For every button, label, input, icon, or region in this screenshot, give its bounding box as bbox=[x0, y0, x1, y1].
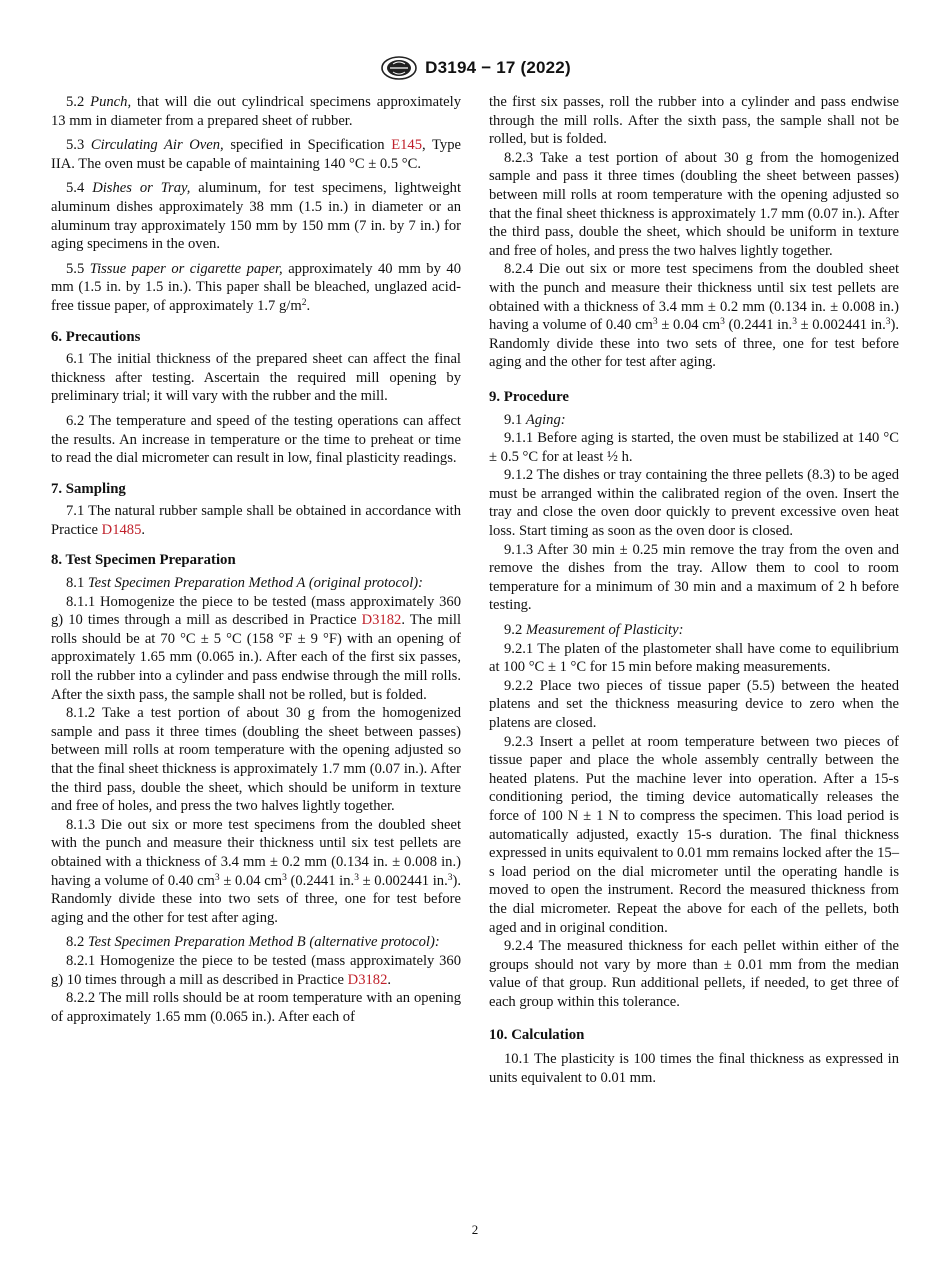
section-9-1-2: 9.1.2 The dishes or tray containing the three pellets (8.3) to be aged must be arranged within the calibrated region of the oven. Insert the tray and close the oven door quickly to prevent excessive oven heat loss. Start timing as soon as the oven door is closed. bbox=[489, 467, 899, 540]
section-8-2-4: 8.2.4 Die out six or more test specimens from the doubled sheet with the punch and measure their thickness until six test pellets are obtained with a thickness of 3.4 mm ± 0.2 mm (0.134 in. ± 0.008 in.) having a volume of 0.40 $cm^3 \pm 0.04$ $cm^3$ (0.2441 in.$^3$ ± 0.002441 in.$^3$). Randomly divide these into two sets of three, one for test before aging and the other for test after aging. bbox=[489, 261, 899, 371]
ref-d3182-link[interactable]: D3182 bbox=[361, 612, 402, 629]
section-9-2-4: 9.2.4 The measured thickness for each pellet within either of the groups should not vary by more than ± 0.01 mm from the median value of that group. Run additional pellets, if needed, to get three of each group within this tolerance. bbox=[489, 938, 899, 1010]
ref-d1485-link[interactable]: D1485 bbox=[101, 521, 142, 538]
section-8-1-1: 8.1.1 Homogenize the piece to be tested (mass approximately 360 g) 10 times through a mill as described in Practice D3182. The mill rolls should be at 70 °C ± 5 °C (158 °F ± 9 °F) with an opening of approximately 1.65 mm (0.065 in.). After each of the first six passes, roll the rubber into a cylinder and pass endwise through the mill rolls. After the sixth pass, the sample shall not be rolled, but is folded. bbox=[51, 593, 461, 703]
section-8-1-2: 8.1.2 Take a test portion of about 30 g from the homogenized sample and pass it three times (doubling the sheet between passes) between mill rolls at room temperature with the opening adjusted so that the final sheet thickness is approximately 1.7 mm (0.07 in.). After the third pass, double the sheet, which should be uniform in texture and free of holes, and press the two halves lightly together. bbox=[51, 705, 461, 815]
ref-d3182-link-2[interactable]: D3182 bbox=[347, 971, 388, 988]
section-8-2-3: 8.2.3 Take a test portion of about 30 g from the homogenized sample and pass it three times (doubling the sheet between passes) between mill rolls at room temperature with the opening adjusted so that the final sheet thickness is approximately 1.7 mm (0.07 in.). After the third pass, double the sheet, which should be uniform in texture and free of holes, and press the two halves lightly together. bbox=[489, 149, 899, 259]
section-9-2: 9.2 Measurement of Plasticity: bbox=[504, 622, 684, 639]
document-id: D3194 − 17 (2022) bbox=[425, 58, 571, 77]
section-8-2: 8.2 Test Specimen Preparation Method B (alternative protocol): bbox=[66, 934, 440, 951]
section-9-1-3: 9.1.3 After 30 min ± 0.25 min remove the tray from the oven and remove the dishes from the tray. Allow them to cool to room temperature for a minimum of 30 min and a maximum of 2 h before testing. bbox=[489, 541, 899, 614]
section-10-1: 10.1 The plasticity is 100 times the final thickness as expressed in units equivalent to 0.01 mm. bbox=[489, 1051, 899, 1086]
section-5-2: 5.2 Punch, that will die out cylindrical specimens approximately 13 mm in diameter from a prepared sheet of rubber. bbox=[51, 94, 461, 129]
section-5-5: 5.5 Tissue paper or cigarette paper, approximately 40 mm by 40 mm (1.5 in. by 1.5 in.). This paper shall be bleached, unglazed acid-free tissue paper, of approximately 1.7 $g/m^2$. bbox=[51, 260, 461, 314]
heading-sampling: 7. Sampling bbox=[51, 480, 126, 497]
section-9-2-3: 9.2.3 Insert a pellet at room temperature between two pieces of tissue paper and place the whole assembly centrally between the heated platens. Put the machine lever into operation. After a 15-s conditioning period, the timing device automatically releases the force of 100 N ± 1 N to compress the specimen. This load period is automatically adjusted, exactly 15-s duration. The final thickness expressed in units equivalent to 0.01 mm remains locked after the 15–s load period on the dial micrometer until the operating handle is moved to open the instrument. Record the measured thickness from the dial micrometer. Repeat the above for each of the pellets, both aged and in original condition. bbox=[489, 733, 899, 936]
page-number: 2 bbox=[471, 1222, 479, 1237]
section-8-2-1: 8.2.1 Homogenize the piece to be tested (mass approximately 360 g) 10 times through a mill as described in Practice D3182. bbox=[51, 952, 461, 988]
section-7-1: 7.1 The natural rubber sample shall be obtained in accordance with Practice D1485. bbox=[51, 503, 461, 538]
section-9-2-1: 9.2.1 The platen of the plastometer shall have come to equilibrium at 100 °C ± 1 °C for 15 min before making measurements. bbox=[489, 640, 899, 676]
heading-procedure: 9. Procedure bbox=[489, 388, 569, 405]
section-9-2-2: 9.2.2 Place two pieces of tissue paper (5.5) between the heated platens and set the thickness measuring device to zero when the platens are closed. bbox=[489, 677, 899, 731]
heading-precautions: 6. Precautions bbox=[51, 328, 141, 345]
section-6-2: 6.2 The temperature and speed of the testing operations can affect the results. An increase in temperature or the time to preheat or time to read the dial micrometer can result in low, final plasticity readings. bbox=[51, 412, 461, 467]
section-9-1-1: 9.1.1 Before aging is started, the oven must be stabilized at 140 °C ± 0.5 °C for at least ½ h. bbox=[489, 430, 899, 465]
section-8-1-3: 8.1.3 Die out six or more test specimens from the doubled sheet with the punch and measure their thickness until six test pellets are obtained with a thickness of 3.4 mm ± 0.2 mm (0.134 in. ± 0.008 in.) having a volume of 0.40 $cm^3 \pm 0.04$ $cm^3$ (0.2441 in.$^3$ ± 0.002441 in.$^3$). Randomly divide these into two sets of three, one for test before aging and the other for test after aging. bbox=[51, 816, 461, 926]
page-header bbox=[0, 56, 950, 85]
heading-test-specimen-preparation: 8. Test Specimen Preparation bbox=[51, 552, 236, 569]
section-8-2-2-continued: the first six passes, roll the rubber into a cylinder and pass endwise through the mill rolls. After the sixth pass, the sample shall not be rolled, but is folded. bbox=[489, 94, 899, 148]
section-5-4: 5.4 Dishes or Tray, aluminum, for test specimens, lightweight aluminum dishes approximately 38 mm (1.5 in.) in diameter or an aluminum tray approximately 150 mm by 150 mm (7 in. by 7 in.) for aging specimens in the oven. bbox=[51, 180, 462, 253]
right-column bbox=[489, 93, 899, 1087]
left-column bbox=[51, 93, 461, 1026]
ref-e145-link[interactable]: E145 bbox=[391, 137, 423, 154]
section-9-1: 9.1 Aging: bbox=[504, 411, 566, 428]
section-6-1: 6.1 The initial thickness of the prepared sheet can affect the final thickness after testing. Ascertain the required mill opening by preliminary trial; it will vary with the rubber and the mill. bbox=[51, 351, 461, 405]
astm-logo-icon bbox=[379, 56, 419, 80]
section-5-3: 5.3 Circulating Air Oven, specified in Specification E145, Type IIA. The oven must be capable of maintaining 140 °C ± 0.5 °C. bbox=[51, 137, 461, 172]
section-8-1: 8.1 Test Specimen Preparation Method A (original protocol): bbox=[66, 575, 423, 592]
heading-calculation: 10. Calculation bbox=[489, 1026, 585, 1043]
section-8-2-2: 8.2.2 The mill rolls should be at room temperature with an opening of approximately 1.65 mm (0.065 in.). After each of bbox=[51, 990, 461, 1025]
